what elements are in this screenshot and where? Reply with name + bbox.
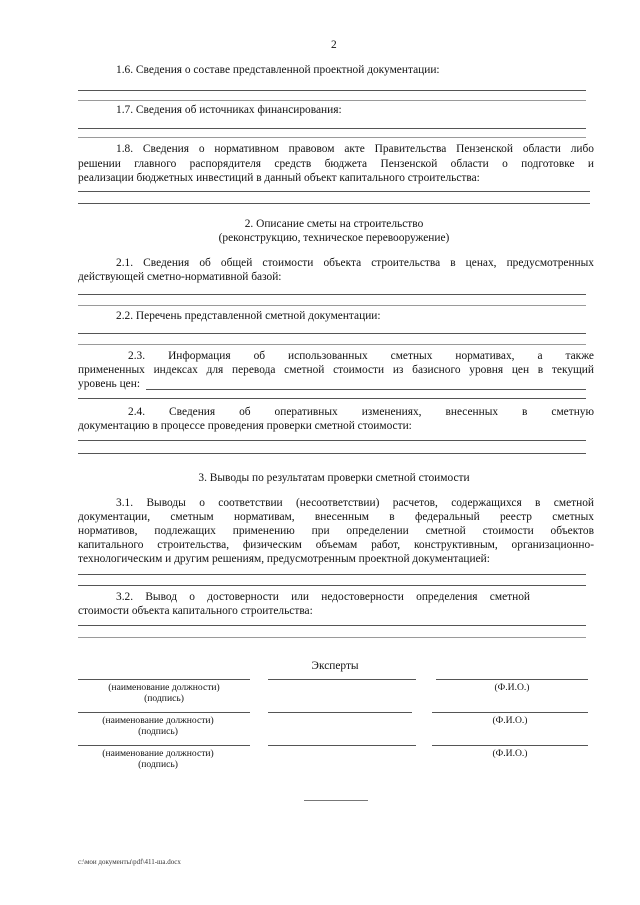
- signature-line: [432, 745, 588, 746]
- fill-line: [78, 137, 586, 138]
- section-2-subtitle: (реконструкцию, техническое перевооружение): [218, 232, 450, 244]
- position-caption: (наименование должности): [102, 748, 214, 759]
- fio-caption: (Ф.И.О.): [494, 682, 530, 693]
- section-3-2-line1: 3.2. Вывод о достоверности или недостоверности определения сметной: [116, 591, 530, 603]
- fill-line: [78, 191, 590, 192]
- section-2-3-line1: 2.3. Информация об использованных сметных нормативах, а также: [128, 350, 594, 362]
- fill-line: [78, 637, 586, 638]
- fio-caption: (Ф.И.О.): [492, 715, 528, 726]
- section-1-7-label: 1.7. Сведения об источниках финансирования:: [116, 104, 342, 116]
- fill-line: [78, 344, 586, 345]
- fill-line: [78, 128, 586, 129]
- section-3-title: 3. Выводы по результатам проверки сметной стоимости: [198, 472, 470, 484]
- section-3-1-line1: 3.1. Выводы о соответствии (несоответствии) расчетов, содержащихся в сметной: [116, 497, 594, 509]
- fio-caption: (Ф.И.О.): [492, 748, 528, 759]
- section-1-6-label: 1.6. Сведения о составе представленной проектной документации:: [116, 64, 440, 76]
- fill-line: [78, 574, 586, 575]
- signature-line: [78, 745, 250, 746]
- section-2-1-line1: 2.1. Сведения об общей стоимости объекта строительства в ценах, предусмотренных: [116, 257, 594, 269]
- experts-title: Эксперты: [311, 660, 359, 672]
- fill-line: [78, 440, 586, 441]
- section-2-4-line2: документацию в процессе проведения проверки сметной стоимости:: [78, 420, 412, 432]
- page-number: 2: [331, 39, 337, 51]
- fill-line: [78, 453, 586, 454]
- section-2-4-line1: 2.4. Сведения об оперативных изменениях, внесенных в сметную: [128, 406, 594, 418]
- section-1-8-line3: реализации бюджетных инвестиций в данный объект капитального строительства:: [78, 172, 480, 184]
- fill-line: [78, 585, 586, 586]
- end-separator: [304, 800, 368, 801]
- section-2-3-line2: примененных индексах для перевода сметной стоимости из базисного уровня цен в текущий: [78, 364, 594, 376]
- section-3-1-line4: капитального строительства, физическим объемам работ, конструктивным, организационно-: [78, 539, 594, 551]
- fill-line: [78, 305, 586, 306]
- position-caption: (наименование должности): [102, 715, 214, 726]
- fill-line: [78, 294, 586, 295]
- section-3-1-line3: нормативов, подлежащих применению при определении сметной стоимости объектов: [78, 525, 594, 537]
- signature-line: [268, 745, 416, 746]
- fill-line: [146, 389, 586, 390]
- section-3-1-line5: технологическим и другим решениям, предусмотренным проектной документацией:: [78, 553, 490, 565]
- position-caption: (наименование должности): [108, 682, 220, 693]
- fill-line: [78, 100, 586, 101]
- signature-line: [268, 712, 412, 713]
- fill-line: [78, 90, 586, 91]
- section-2-3-line3: уровень цен:: [78, 378, 141, 390]
- fill-line: [78, 625, 586, 626]
- section-1-8-line1: 1.8. Сведения о нормативном правовом акте Правительства Пензенской области либо: [116, 143, 594, 155]
- section-2-title: 2. Описание сметы на строительство: [244, 218, 424, 230]
- signature-line: [432, 712, 588, 713]
- signature-caption: (подпись): [138, 759, 178, 770]
- signature-line: [78, 712, 250, 713]
- signature-caption: (подпись): [144, 693, 184, 704]
- section-1-8-line2: решении главного распорядителя средств бюджета Пензенской области о подготовке и: [78, 158, 594, 170]
- signature-line: [78, 679, 250, 680]
- section-2-2-label: 2.2. Перечень представленной сметной документации:: [116, 310, 381, 322]
- fill-line: [78, 333, 586, 334]
- signature-caption: (подпись): [138, 726, 178, 737]
- signature-line: [268, 679, 416, 680]
- fill-line: [78, 203, 590, 204]
- section-3-2-line2: стоимости объекта капитального строительства:: [78, 605, 313, 617]
- section-2-1-line2: действующей сметно-нормативной базой:: [78, 271, 282, 283]
- signature-line: [436, 679, 588, 680]
- fill-line: [78, 398, 586, 399]
- file-path-footer: c:\мои документы\pdf\411-ша.docx: [78, 858, 181, 866]
- section-3-1-line2: документации, сметным нормативам, внесенным в федеральный реестр сметных: [78, 511, 594, 523]
